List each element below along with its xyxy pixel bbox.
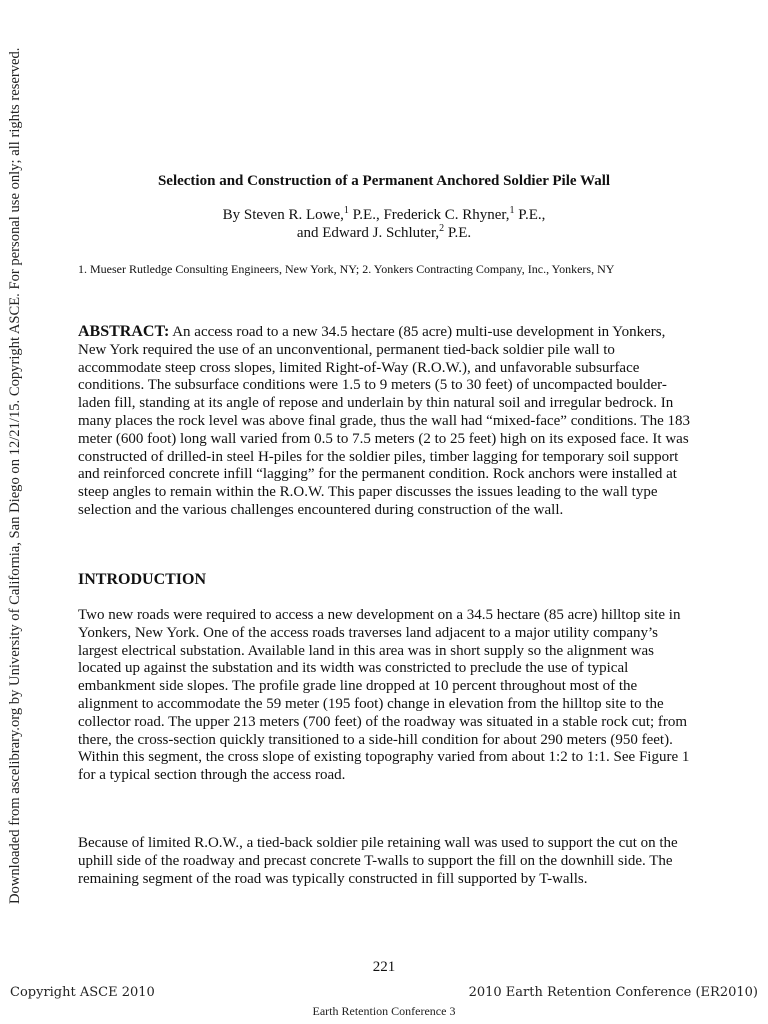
abstract-label: ABSTRACT: [78,323,170,340]
page-number: 221 [372,959,396,975]
footer-series: Earth Retention Conference 3 [312,1004,456,1018]
introduction-paragraph-1: Two new roads were required to access a new development on a 34.5 hectare (85 acre) hilltop site in Yonkers, New York. One of the access roads traverses land adjacent to a major utility company’s largest electrical substation. Available land in this area was in short supply so the alignment was located up against the substation and its width was constricted to preclude the use of typical embankment side slopes. The profile grade line dropped at 10 percent throughout most of the alignment to accommodate the 59 meter (195 foot) change in elevation from the hilltop site to the collector road. The upper 213 meters (700 feet) of the roadway was situated in a stable rock cut; from there, the cross-section quickly transitioned to a side-hill condition for about 290 meters (950 feet). Within this segment, the cross slope of existing topography varied from about 1:2 to 1:1. See Figure 1 for a typical section through the access road. [78,607,690,784]
footer-copyright: Copyright ASCE 2010 [10,985,155,1000]
affiliation-marker: 2 [439,223,445,234]
author-schluter: and Edward J. Schluter, [296,225,440,241]
author-list [0,206,768,242]
affiliation-marker: 1 [509,205,515,216]
footer-conference: 2010 Earth Retention Conference (ER2010) [468,985,758,1000]
author-rhyner: P.E., Frederick C. Rhyner, [348,207,510,223]
abstract [78,323,690,520]
affiliations: 1. Mueser Rutledge Consulting Engineers, New York, NY; 2. Yonkers Contracting Company, Inc., Yonkers, NY [78,262,615,276]
author-line-2 [0,224,768,242]
affiliation-marker: 1 [343,205,349,216]
author-line-1 [0,206,768,224]
author-suffix: P.E., [514,207,546,223]
abstract-text: An access road to a new 34.5 hectare (85 acre) multi-use development in Yonkers, New York required the use of an unconventional, permanent tied-back soldier pile wall to accommodate steep cross slopes, limited Right-of-Way (R.O.W.), and unfavorable subsurface conditions. The subsurface conditions were 1.5 to 9 meters (5 to 30 feet) of uncompacted boulder-laden fill, standing at its angle of repose and underlain by thin natural soil and irregular bedrock. In many places the rock level was above final grade, thus the wall had “mixed-face” conditions. The 183 meter (600 foot) long wall varied from 0.5 to 7.5 meters (2 to 25 feet) high on its exposed face. It was constructed of drilled-in steel H-piles for the soldier piles, timber lagging for temporary soil support and reinforced concrete infill “lagging” for the permanent condition. Rock anchors were installed at steep angles to remain within the R.O.W. This paper discusses the issues leading to the wall type selection and the various challenges encountered during construction of the wall. [78,324,691,518]
introduction-paragraph-2: Because of limited R.O.W., a tied-back soldier pile retaining wall was used to support the cut on the uphill side of the roadway and precast concrete T-walls to support the fill on the downhill side. The remaining segment of the road was typically constructed in fill supported by T-walls. [78,835,678,887]
section-heading-introduction: INTRODUCTION [78,571,207,588]
author-lowe: By Steven R. Lowe, [222,207,344,223]
paper-title: Selection and Construction of a Permanent Anchored Soldier Pile Wall [157,173,611,189]
author-suffix: P.E. [444,225,472,241]
download-notice: Downloaded from ascelibrary.org by University of California, San Diego on 12/21/15. Copyright ASCE. For personal use only; all rights reserved. [7,47,23,904]
